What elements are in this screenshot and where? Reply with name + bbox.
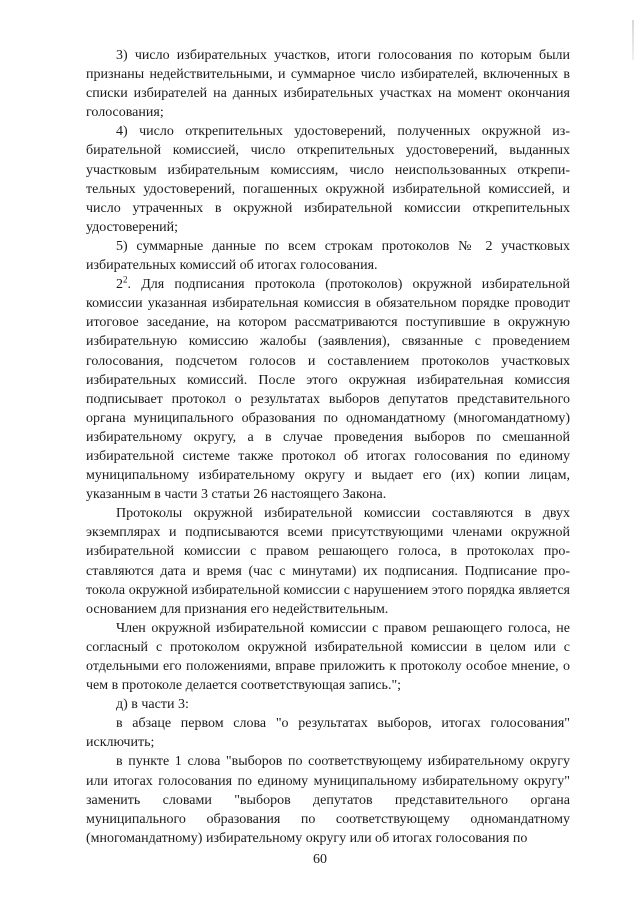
paragraph-first-abzac: в абзаце первом слова "о результатах выборов, итогах голосования" исключить; xyxy=(86,716,570,751)
paragraph-item-2-2-text: Для подписания протокола (протоколов) окружной избирательной комиссии указанная избирательная комиссия в обязательном порядке проводит итоговое заседание, на котором рассматриваются поступившие в окружную избирательную комиссию жалобы (заявления), связанные с проведением голосования, подсчетом голосов и составлением протоколов участковых избирательных комиссий. После этого окружная избирательная комиссия подписывает протокол о результатах выборов депутатов представительного органа муниципального образования по одномандатному (многомандатному) избирательному округу, а в случае проведения выборов по смешанной избирательной системе также протокол об итогах голосования по единому муниципальному избирательному округу и выдает его (их) копии лицам, указанным в части 3 статьи 26 настоящего Закона. xyxy=(86,277,570,503)
paragraph-item-5: 5) суммарные данные по всем строкам протоколов № 2 участковых избирательных комиссий об итогах голосования. xyxy=(86,238,570,274)
item-number: 2 xyxy=(116,277,123,293)
item-superscript: 2 xyxy=(123,274,128,285)
item-number-dot: . xyxy=(127,277,131,293)
paragraph-point-1: в пункте 1 слова "выборов по соответствующему избирательному округу или итогах голосования по единому муниципальному избирательному округу" заменить словами "выборов депутатов представительного органа муниципального образования по соответствующему одномандатному (многомандатному) избирательному округу или об итогах голосования по xyxy=(86,754,570,846)
paragraph-item-2-2 xyxy=(86,275,570,504)
document-body xyxy=(86,46,570,848)
paragraph-subitem-d: д) в части 3: xyxy=(116,697,189,713)
paragraph-commission-member: Член окружной избирательной комиссии с правом решающего голоса, не согласный с протоколом окружной избирательной комиссии в целом или с отдельными его положениями, вправе приложить к протоколу особое мнение, о чем в протоколе делается соответствующая запись."; xyxy=(86,620,570,694)
paragraph-protocols: Протоколы окружной избирательной комиссии составляются в двух экземплярах и подписываются всеми присутствующими членами окружной избирательной комиссии с правом решающего голоса, в протоколах проставляются дата и время (час с минутами) их подписания. Подписание протокола окружной избирательной комиссии с нарушением этого порядка является основанием для признания его недействительным. xyxy=(86,506,570,617)
paragraph-item-3: 3) число избирательных участков, итоги голосования по которым были признаны недействительными, и суммарное число избирателей, включенных в списки избирателей на данных избирательных участках на момент окончания голосования; xyxy=(86,48,570,121)
page-number: 60 xyxy=(313,852,327,867)
scan-edge-mark xyxy=(632,20,634,60)
paragraph-item-4: 4) число открепительных удостоверений, полученных окружной избирательной комиссией, число открепительных удостоверений, выданных участковым избирательным комиссиям, число неиспользованных открепительных удостоверений, погашенных окружной избирательной комиссией, и число утраченных в окружной избирательной комиссии открепительных удостоверений; xyxy=(86,124,570,235)
